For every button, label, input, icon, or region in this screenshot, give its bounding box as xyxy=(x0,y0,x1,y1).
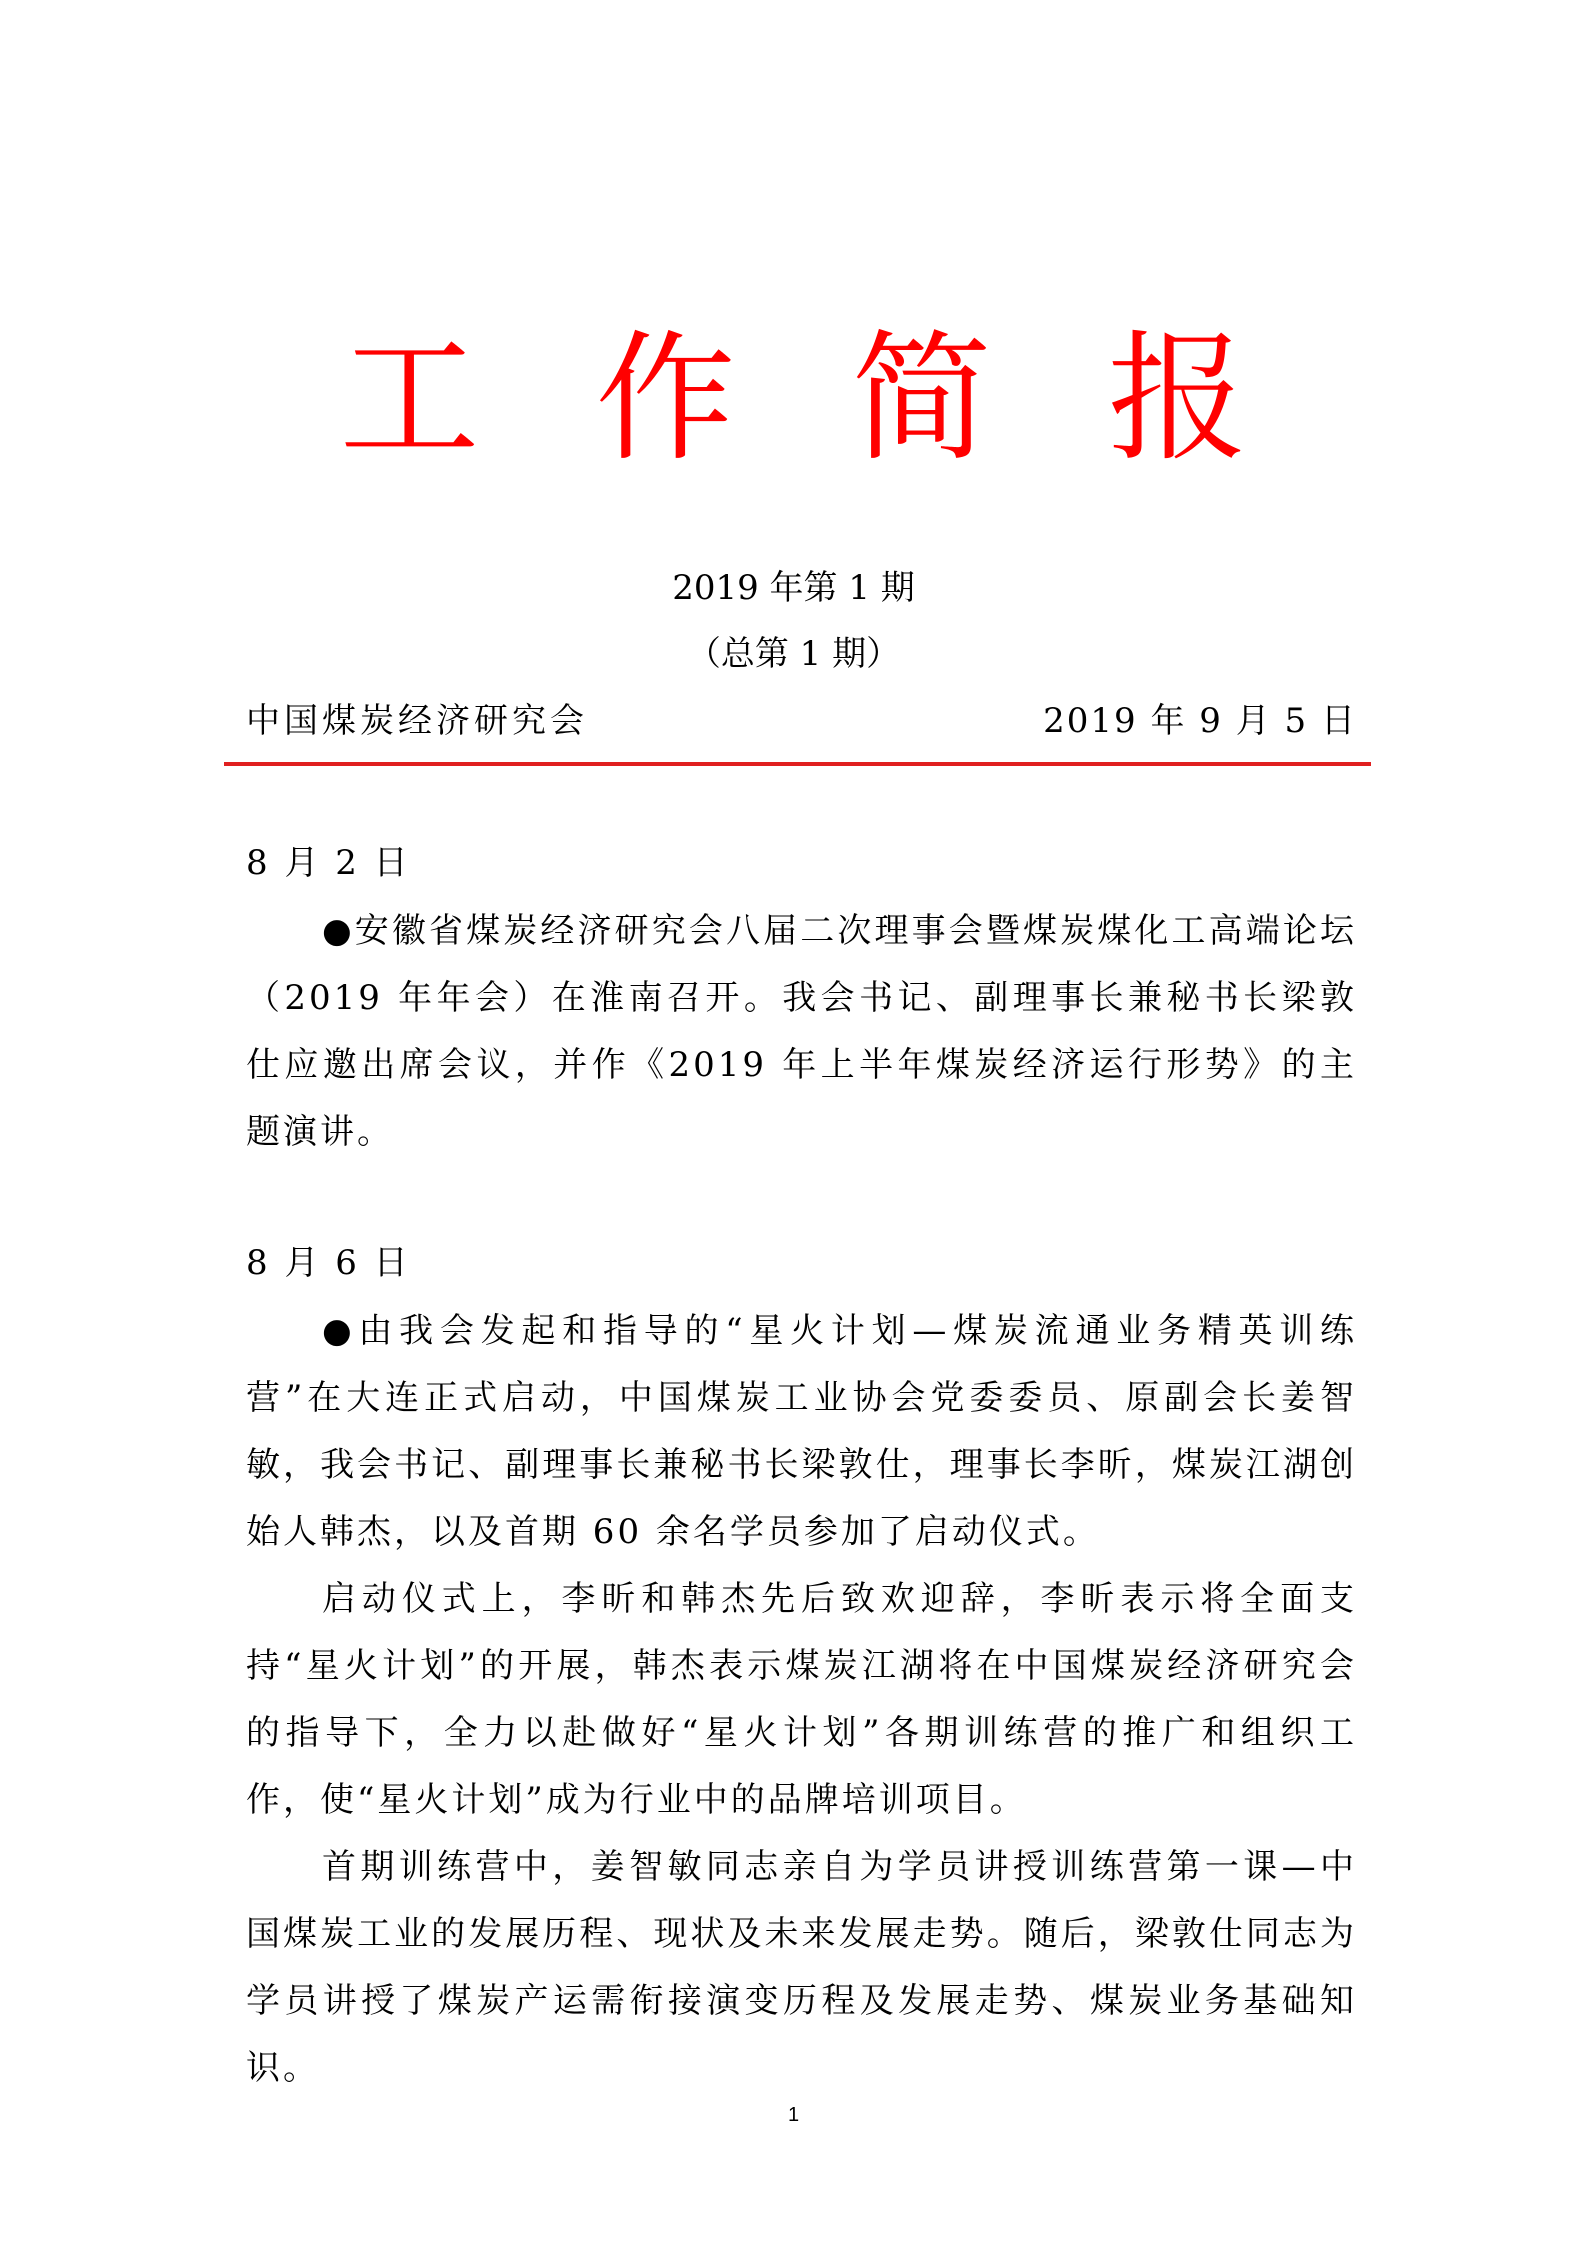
title-char: 报 xyxy=(1107,318,1248,481)
title-char: 简 xyxy=(851,318,992,481)
entry-paragraph: 启动仪式上，李昕和韩杰先后致欢迎辞，李昕表示将全面支持“星火计划”的开展，韩杰表示煤炭江湖将在中国煤炭经济研究会的指导下，全力以赴做好“星火计划”各期训练营的推广和组织工作，使“星火计划”成为行业中的品牌培训项目。 xyxy=(246,1579,1357,1820)
page-number: 1 xyxy=(787,2104,800,2126)
publisher-row xyxy=(246,698,1357,744)
issue-number: 2019 年第 1 期 xyxy=(672,568,915,608)
entry-body xyxy=(246,898,1357,1166)
publish-date: 2019 年 9 月 5 日 xyxy=(1043,701,1357,741)
title-char: 作 xyxy=(595,318,736,481)
entry-body xyxy=(246,1298,1357,2102)
entry-paragraph: 首期训练营中，姜智敏同志亲自为学员讲授训练营第一课—中国煤炭工业的发展历程、现状及未来发展走势。随后，梁敦仕同志为学员讲授了煤炭产运需衔接演变历程及发展走势、煤炭业务基础知识。 xyxy=(246,1847,1357,2088)
cumulative-issue-number: （总第 1 期） xyxy=(686,634,901,674)
bulletin-title xyxy=(0,320,1587,480)
entry-paragraph: ●由我会发起和指导的“星火计划—煤炭流通业务精英训练营”在大连正式启动，中国煤炭工业协会党委委员、原副会长姜智敏，我会书记、副理事长兼秘书长梁敦仕，理事长李昕，煤炭江湖创始人韩杰，以及首期 60 余名学员参加了启动仪式。 xyxy=(246,1311,1357,1552)
entry-date: 8 月 2 日 xyxy=(246,843,411,883)
publisher-name: 中国煤炭经济研究会 xyxy=(246,701,588,741)
header-divider xyxy=(224,762,1371,766)
entry-date: 8 月 6 日 xyxy=(246,1243,411,1283)
entry-paragraph: ●安徽省煤炭经济研究会八届二次理事会暨煤炭煤化工高端论坛（2019 年年会）在淮南召开。我会书记、副理事长兼秘书长梁敦仕应邀出席会议，并作《2019 年上半年煤炭经济运行形势》的主题演讲。 xyxy=(246,911,1357,1152)
title-char: 工 xyxy=(339,318,480,481)
